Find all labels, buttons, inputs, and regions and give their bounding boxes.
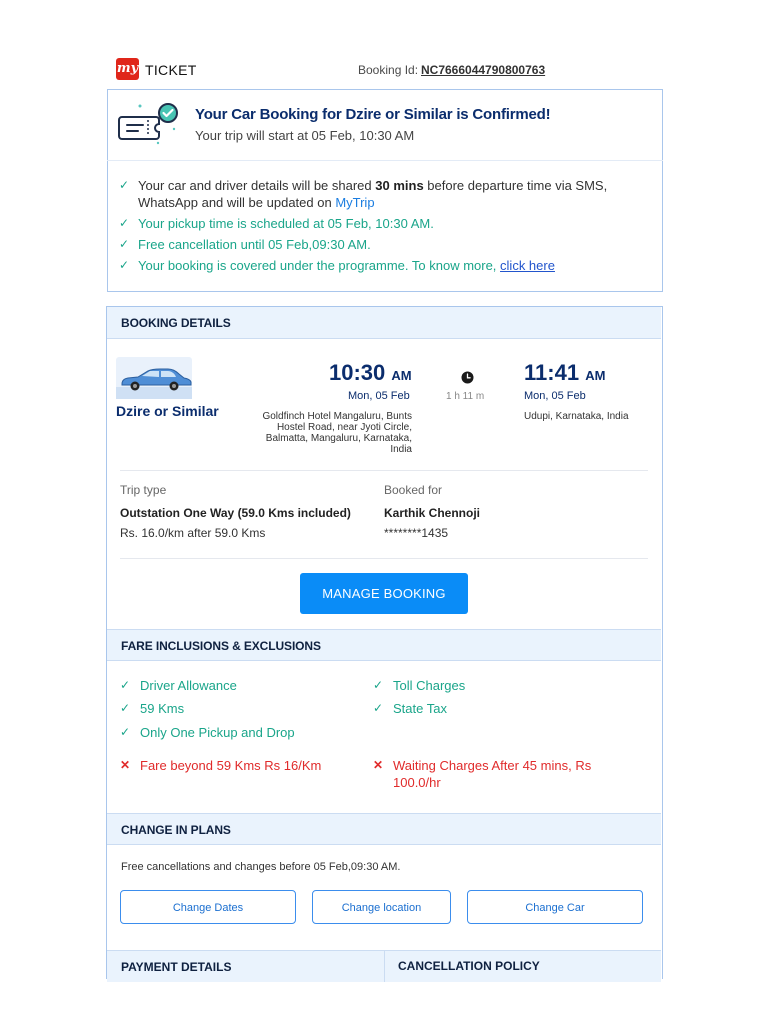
booking-id-label: Booking Id:	[358, 63, 419, 77]
inclusion-item: ✓ Only One Pickup and Drop	[120, 725, 295, 740]
ticket-check-icon	[118, 101, 182, 147]
change-location-button[interactable]: Change location	[312, 890, 451, 924]
booking-id-value[interactable]: NC7666044790800763	[421, 63, 546, 77]
divider	[107, 160, 663, 161]
cancellation-policy-heading: CANCELLATION POLICY	[398, 959, 540, 973]
divider	[120, 470, 648, 471]
divider	[120, 558, 648, 559]
check-icon: ✓	[120, 725, 131, 739]
confirmation-subtitle: Your trip will start at 05 Feb, 10:30 AM	[195, 128, 415, 143]
booked-for-phone: ********1435	[384, 526, 449, 540]
change-dates-button[interactable]: Change Dates	[120, 890, 296, 924]
inclusion-item: ✓ Toll Charges	[373, 678, 466, 693]
booked-for-label: Booked for	[384, 483, 443, 497]
fare-heading: FARE INCLUSIONS & EXCLUSIONS	[107, 629, 661, 661]
clock-icon	[461, 371, 474, 384]
check-icon: ✓	[120, 678, 131, 692]
check-icon: ✓	[119, 237, 130, 251]
trip-duration: 1 h 11 m	[446, 391, 485, 402]
extra-km-rate: Rs. 16.0/km after 59.0 Kms	[120, 526, 266, 540]
check-icon: ✓	[119, 178, 130, 192]
divider	[384, 950, 385, 982]
cross-icon: ✕	[120, 758, 131, 772]
change-plans-note: Free cancellations and changes before 05 Feb,09:30 AM.	[121, 861, 401, 873]
exclusion-item: ✕ Fare beyond 59 Kms Rs 16/Km	[120, 758, 322, 773]
change-car-button[interactable]: Change Car	[467, 890, 643, 924]
inclusion-item: ✓ Driver Allowance	[120, 678, 237, 693]
payment-details-heading: PAYMENT DETAILS	[107, 950, 661, 982]
manage-booking-button[interactable]: MANAGE BOOKING	[300, 573, 468, 614]
change-plans-heading: CHANGE IN PLANS	[107, 813, 661, 845]
arrival-time: 11:41 AM	[524, 360, 606, 385]
check-icon: ✓	[373, 701, 384, 715]
car-name: Dzire or Similar	[116, 403, 219, 419]
confirmation-notes	[119, 177, 639, 278]
check-icon: ✓	[119, 258, 130, 272]
check-icon: ✓	[119, 216, 130, 230]
exclusion-item: ✕ Waiting Charges After 45 mins, Rs 100.0/hr	[373, 758, 592, 790]
arrival-address: Udupi, Karnataka, India	[524, 411, 629, 422]
departure-time: 10:30 AM	[329, 360, 412, 385]
check-icon: ✓	[373, 678, 384, 692]
arrival-date: Mon, 05 Feb	[524, 390, 586, 402]
logo-text: TICKET	[145, 62, 197, 78]
departure-address: Goldfinch Hotel Mangaluru, Bunts Hostel Road, near Jyoti Circle, Balmatta, Mangaluru, Karnataka, India	[262, 411, 412, 455]
note-item: ✓ Your booking is covered under the programme. To know more, click here	[119, 258, 555, 273]
note-item: ✓ Your car and driver details will be shared 30 mins before departure time via SMS, WhatsApp and will be updated on MyTrip	[119, 178, 608, 210]
departure-date: Mon, 05 Feb	[348, 390, 410, 402]
trip-type-label: Trip type	[120, 483, 167, 497]
booking-details-heading: BOOKING DETAILS	[107, 307, 661, 339]
cross-icon: ✕	[373, 758, 384, 772]
inclusion-item: ✓ 59 Kms	[120, 701, 185, 716]
car-image	[116, 357, 192, 399]
note-item: ✓ Free cancellation until 05 Feb,09:30 AM.	[119, 237, 371, 252]
confirmation-title: Your Car Booking for Dzire or Similar is Confirmed!	[195, 106, 551, 123]
booked-for-name: Karthik Chennoji	[384, 506, 481, 520]
inclusion-item: ✓ State Tax	[373, 701, 447, 716]
mytrip-link[interactable]: MyTrip	[335, 195, 375, 210]
click-here-link[interactable]: click here	[500, 258, 555, 273]
note-item: ✓ Your pickup time is scheduled at 05 Feb, 10:30 AM.	[119, 216, 434, 231]
trip-type-value: Outstation One Way (59.0 Kms included)	[120, 506, 351, 520]
logo-icon: my	[116, 58, 139, 80]
check-icon: ✓	[120, 701, 131, 715]
